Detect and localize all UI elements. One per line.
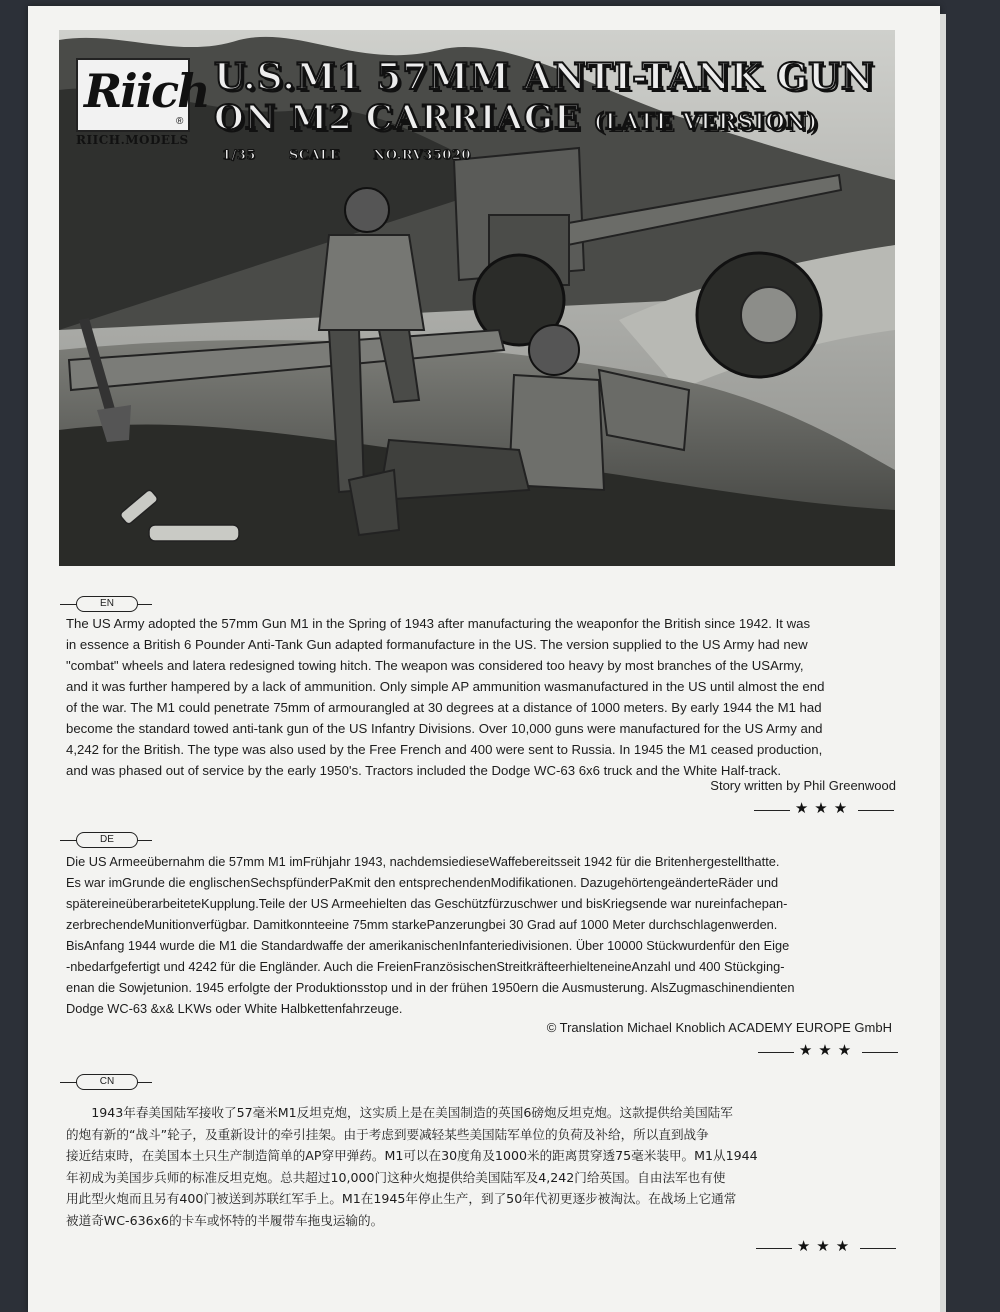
text-line: Es war imGrunde die englischenSechspfünderPaKmit den entsprechendenModifikationen. DazugehörtengeänderteRäder und (66, 875, 779, 890)
title-line-2 (214, 98, 818, 138)
lang-tag-cn (60, 1074, 152, 1090)
story-credit: Story written by Phil Greenwood (710, 778, 896, 793)
title-line-1: U.S.M1 57MM ANTI-TANK GUN (214, 56, 875, 98)
logo-wordmark: Riich (84, 64, 209, 118)
text-line: 接近结束時，在美国本土只生产制造简单的AP穿甲弹药。M1可以在30度角及1000米的距离贯穿透75毫米装甲。M1从1944 (66, 1148, 758, 1163)
title-line-2-main: ON M2 CARRIAGE (214, 98, 581, 138)
lang-tag-de (60, 832, 152, 848)
star-divider-en (754, 802, 894, 818)
text-line: -nbedarfgefertigt und 4242 für die Engländer. Auch die FreienFranzösischenStreitkräfteerhielteneineAnzahl und 400 Stückging- (66, 959, 785, 974)
text-line: The US Army adopted the 57mm Gun M1 in the Spring of 1943 after manufacturing the weaponfor the British since 1942. It was (66, 616, 811, 631)
star-divider-cn (756, 1240, 896, 1256)
text-line: and it was further hampered by a lack of ammunition. Only simple AP ammunition wasmanufactured in the US until almost the end (66, 679, 825, 694)
text-line: 的炮有新的“战斗”轮子，及重新设计的牵引挂架。由于考虑到要减轻某些美国陆军单位的负荷及补给，所以直到战争 (66, 1126, 709, 1142)
german-text (66, 851, 911, 1019)
text-line: enan die Sowjetunion. 1945 erfolgte der Produktionsstop und in der frühen 1950ern die Ausmusterung. AlsZugmaschinendienten (66, 980, 795, 995)
text-line: BisAnfang 1944 wurde die M1 die Standardwaffe der amerikanischenInfanteriedivisionen. Über 10000 Stückwurdenfür den Eige (66, 938, 790, 953)
scale-and-number: 1/35 SCALE NO.RV35020 (222, 148, 471, 163)
star-icons: ★★★ (798, 1042, 858, 1059)
divider-line-left (758, 1052, 794, 1053)
tag-pill: DE (76, 832, 138, 848)
star-divider-de (758, 1044, 898, 1060)
translation-credit: © Translation Michael Knoblich ACADEMY EUROPE GmbH (546, 1020, 892, 1035)
divider-line-right (862, 1052, 898, 1053)
riich-logo (76, 58, 209, 148)
text-line: 被道奇WC-636x6的卡车或怀特的半履带车拖曳运输的。 (66, 1212, 384, 1228)
text-line: spätereineüberarbeiteteKupplung.Teile der US Armeehielten das Geschützfürzuschwer und bisKriegsende war nureinfachepan- (66, 896, 788, 911)
star-icons: ★★★ (794, 800, 854, 817)
english-text (66, 613, 906, 781)
title-line-2-note: (LATE VERSION) (593, 109, 819, 135)
text-line: and was phased out of service by the early 1950's. Tractors included the Dodge WC-63 6x6 truck and the White Half-track. (66, 763, 782, 778)
divider-line-left (754, 810, 790, 811)
lang-tag-en (60, 596, 152, 612)
text-line: 4,242 for the British. The type was also used by the Free French and 400 were sent to Russia. In 1945 the M1 ceased production, (66, 742, 823, 757)
tag-pill: CN (76, 1074, 138, 1090)
text-line: become the standard towed anti-tank gun of the US Infantry Divisions. Over 10,000 guns were manufactured for the US Army and (66, 721, 823, 736)
tag-pill: EN (76, 596, 138, 612)
star-icons: ★★★ (796, 1238, 856, 1255)
logo-subtitle: RIICH.MODELS (76, 133, 189, 147)
chinese-text (66, 1102, 906, 1231)
text-line: Die US Armeeübernahm die 57mm M1 imFrühjahr 1943, nachdemsiedieseWaffebereitsseit 1942 für die Britenhergestellthatte. (66, 854, 780, 869)
sheet-edge (940, 14, 946, 1312)
logo-box (76, 58, 209, 132)
text-line: of the war. The M1 could penetrate 75mm of armourangled at 30 degrees at a distance of 1000 meters. By early 1944 the M1 had (66, 700, 822, 715)
text-line: in essence a British 6 Pounder Anti-Tank Gun adapted formanufacture in the US. The version supplied to the US Army had new (66, 637, 808, 652)
text-line: zerbrechendeMunitionverfügbar. Damitkonnteeine 75mm starkePanzerungbei 30 Grad auf 1000 Meter durchschlagenwerden. (66, 917, 778, 932)
divider-line-right (860, 1248, 896, 1249)
text-line: 用此型火炮而且另有400门被送到苏联红军手上。M1在1945年停止生产，到了50年代初更逐步被淘汰。在战场上它通常 (66, 1191, 737, 1206)
divider-line-left (756, 1248, 792, 1249)
registered-mark: ® (176, 116, 184, 127)
text-line: 1943年春美国陆军接收了57毫米M1反坦克炮，这实质上是在美国制造的英国6磅炮反坦克炮。这款提供给美国陆军 (66, 1105, 733, 1120)
text-line: Dodge WC-63 &x& LKWs oder White Halbkettenfahrzeuge. (66, 1001, 403, 1016)
divider-line-right (858, 810, 894, 811)
text-line: "combat" wheels and latera redesigned towing hitch. The weapon was considered too heavy by most branches of the USArmy, (66, 658, 804, 673)
text-line: 年初成为美国步兵师的标准反坦克炮。总共超过10,000门这种火炮提供给美国陆军及4,242门给英国。自由法军也有使 (66, 1169, 726, 1185)
